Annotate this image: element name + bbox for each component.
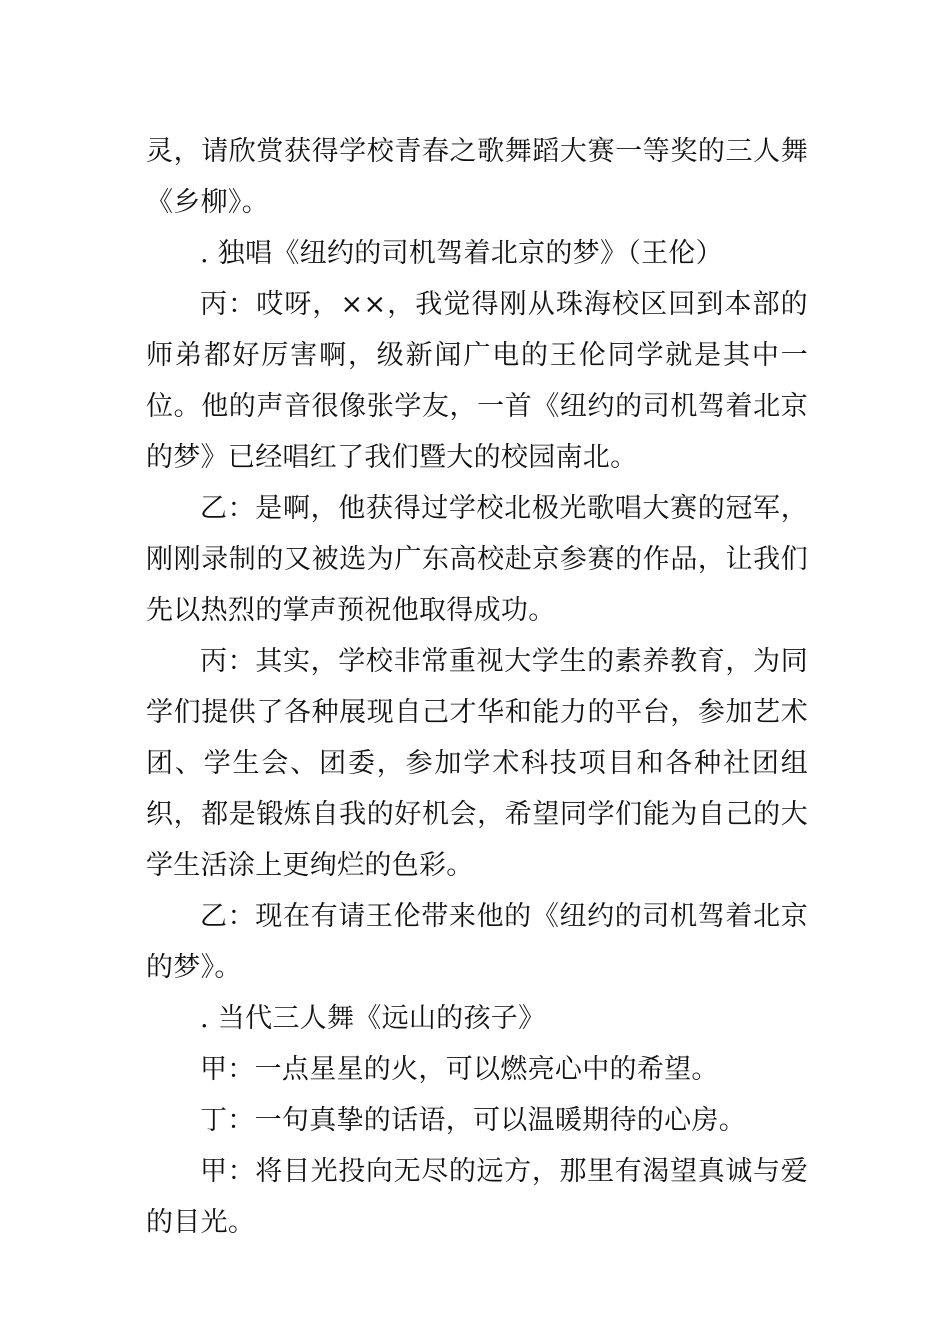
program-item-dance: . 当代三人舞《远山的孩子》 [200, 1003, 546, 1034]
paragraph-bing-intro: 丙：哎呀，××，我觉得刚从珠海校区回到本部的师弟都好厉害啊，级新闻广电的王伦同学就是其中一位。他的声音很像张学友，一首《纽约的司机驾着北京的梦》已经唱红了我们暨大的校园南北。 [146, 289, 808, 473]
paragraph-jia-gaze: 甲：将目光投向无尽的远方，那里有渴望真诚与爱的目光。 [146, 1156, 808, 1238]
paragraph-yi-reply: 乙：是啊，他获得过学校北极光歌唱大赛的冠军，刚刚录制的又被选为广东高校赴京参赛的作品，让我们先以热烈的掌声预祝他取得成功。 [146, 493, 808, 626]
program-item-solo-song: . 独唱《纽约的司机驾着北京的梦》（王伦） [200, 238, 723, 269]
paragraph-yi-invite: 乙：现在有请王伦带来他的《纽约的司机驾着北京的梦》。 [146, 901, 808, 983]
paragraph-ding-words: 丁：一句真挚的话语，可以温暖期待的心房。 [200, 1105, 746, 1136]
paragraph-bing-education: 丙：其实，学校非常重视大学生的素养教育，为同学们提供了各种展现自己才华和能力的平台，参加艺术团、学生会、团委，参加学术科技项目和各种社团组织，都是锻炼自我的好机会，希望同学们能为自己的大学生活涂上更绚烂的色彩。 [146, 646, 808, 881]
document-body [146, 126, 808, 1248]
paragraph-continuation: 灵，请欣赏获得学校青春之歌舞蹈大赛一等奖的三人舞《乡柳》。 [146, 136, 808, 218]
paragraph-jia-spark: 甲：一点星星的火，可以燃亮心中的希望。 [200, 1054, 719, 1085]
